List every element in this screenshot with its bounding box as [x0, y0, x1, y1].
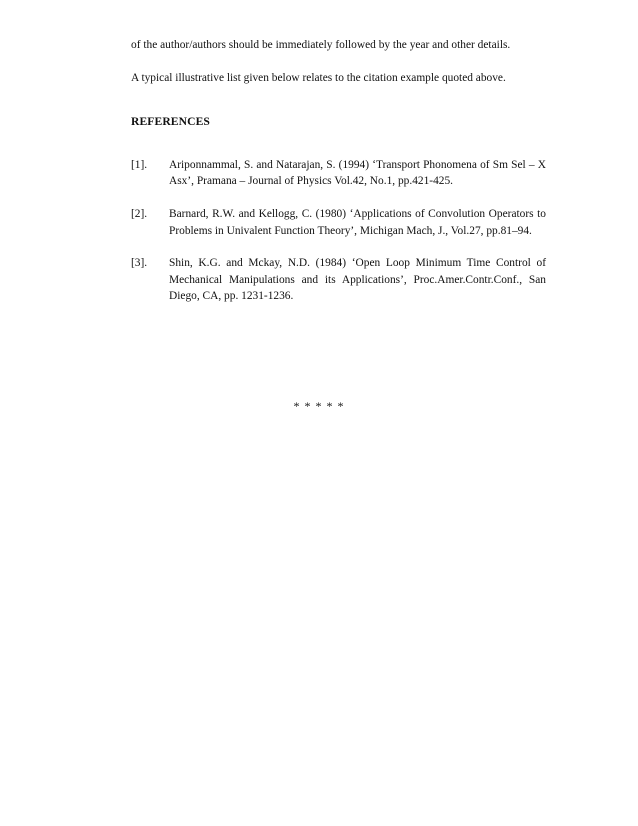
document-page [131, 37, 546, 321]
references-list [131, 157, 546, 305]
reference-number: [3]. [131, 257, 148, 270]
reference-text: Shin, K.G. and Mckay, N.D. (1984) ‘Open Loop Minimum Time Control of Mechanical Manipulations and its Applications’, Proc.Amer.Contr.Conf., San Diego, CA, pp. 1231-1236. [169, 257, 546, 303]
reference-number: [2]. [131, 207, 148, 220]
reference-text: Barnard, R.W. and Kellogg, C. (1980) ‘Applications of Convolution Operators to Problems in Univalent Function Theory’, Michigan Mach, J., Vol.27, pp.81–94. [169, 207, 546, 237]
reference-item [131, 206, 546, 239]
reference-item [131, 157, 546, 190]
references-heading: REFERENCES [131, 115, 210, 129]
intro-note: A typical illustrative list given below relates to the citation example quoted above. [131, 71, 506, 84]
reference-text: Ariponnammal, S. and Natarajan, S. (1994) ‘Transport Phonomena of Sm Sel – X Asx’, Pramana – Journal of Physics Vol.42, No.1, pp.421-425. [169, 158, 546, 188]
reference-item [131, 255, 546, 305]
end-of-section-mark: * * * * * [293, 399, 345, 413]
reference-number: [1]. [131, 158, 148, 171]
intro-paragraph: of the author/authors should be immediately followed by the year and other details. [131, 39, 511, 51]
